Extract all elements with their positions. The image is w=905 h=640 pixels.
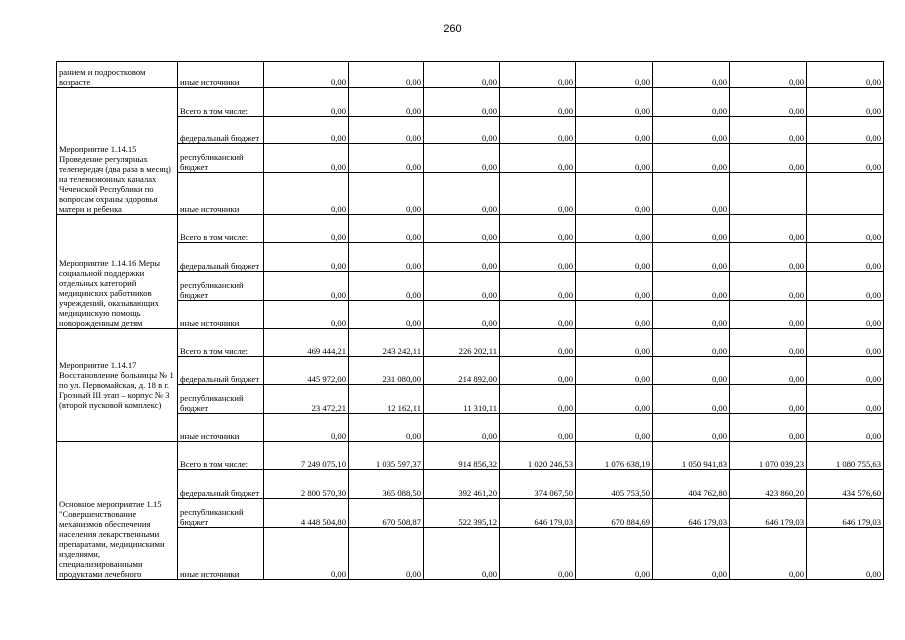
funding-source: республиканский бюджет xyxy=(178,272,264,301)
amount-cell: 0,00 xyxy=(424,117,500,144)
amount-cell: 0,00 xyxy=(576,385,653,414)
table-row xyxy=(57,499,884,528)
amount-cell: 0,00 xyxy=(730,385,807,414)
table-row xyxy=(57,414,884,442)
amount-cell: 0,00 xyxy=(424,62,500,88)
amount-cell: 2 800 570,30 xyxy=(264,470,349,499)
amount-cell: 0,00 xyxy=(807,301,884,329)
amount-cell: 392 461,20 xyxy=(424,470,500,499)
amount-cell: 0,00 xyxy=(500,528,576,580)
amount-cell: 0,00 xyxy=(500,144,576,173)
amount-cell: 0,00 xyxy=(264,173,349,215)
table-row xyxy=(57,144,884,173)
amount-cell: 0,00 xyxy=(730,528,807,580)
amount-cell: 0,00 xyxy=(576,62,653,88)
amount-cell: 0,00 xyxy=(730,414,807,442)
amount-cell: 0,00 xyxy=(653,414,730,442)
amount-cell: 0,00 xyxy=(730,329,807,357)
amount-cell: 0,00 xyxy=(807,215,884,243)
amount-cell: 0,00 xyxy=(807,88,884,117)
amount-cell: 0,00 xyxy=(500,414,576,442)
amount-cell: 0,00 xyxy=(424,144,500,173)
amount-cell: 231 080,00 xyxy=(349,357,424,385)
amount-cell: 0,00 xyxy=(500,215,576,243)
amount-cell: 646 179,03 xyxy=(807,499,884,528)
amount-cell: 0,00 xyxy=(576,215,653,243)
amount-cell: 0,00 xyxy=(349,414,424,442)
amount-cell: 0,00 xyxy=(807,414,884,442)
table-row xyxy=(57,470,884,499)
funding-source: Всего в том числе: xyxy=(178,329,264,357)
amount-cell: 0,00 xyxy=(264,88,349,117)
amount-cell: 646 179,03 xyxy=(653,499,730,528)
amount-cell: 0,00 xyxy=(653,144,730,173)
amount-cell: 0,00 xyxy=(424,173,500,215)
funding-source: Всего в том числе: xyxy=(178,88,264,117)
amount-cell: 0,00 xyxy=(653,215,730,243)
table-row xyxy=(57,528,884,580)
amount-cell: 0,00 xyxy=(349,173,424,215)
amount-cell: 374 067,50 xyxy=(500,470,576,499)
amount-cell: 0,00 xyxy=(349,117,424,144)
amount-cell: 0,00 xyxy=(349,62,424,88)
funding-source: иные источники xyxy=(178,62,264,88)
amount-cell: 0,00 xyxy=(349,243,424,272)
amount-cell: 404 762,80 xyxy=(653,470,730,499)
table-row xyxy=(57,88,884,117)
measure-name: Основное мероприятие 1.15 "Совершенствование механизмов обеспечения населения лекарственными препаратами, медицинскими изделиями, специализированными продуктами лечебного xyxy=(57,442,178,580)
funding-source: федеральный бюджет xyxy=(178,470,264,499)
amount-cell: 0,00 xyxy=(424,301,500,329)
amount-cell: 0,00 xyxy=(349,215,424,243)
amount-cell: 646 179,03 xyxy=(500,499,576,528)
amount-cell: 0,00 xyxy=(653,243,730,272)
amount-cell: 0,00 xyxy=(730,117,807,144)
amount-cell: 0,00 xyxy=(500,385,576,414)
amount-cell: 0,00 xyxy=(500,62,576,88)
amount-cell: 0,00 xyxy=(500,243,576,272)
amount-cell: 0,00 xyxy=(424,88,500,117)
funding-source: иные источники xyxy=(178,301,264,329)
amount-cell: 0,00 xyxy=(730,243,807,272)
amount-cell: 1 050 941,83 xyxy=(653,442,730,470)
amount-cell: 423 860,20 xyxy=(730,470,807,499)
amount-cell: 4 448 504,80 xyxy=(264,499,349,528)
amount-cell: 0,00 xyxy=(500,173,576,215)
funding-source: республиканский бюджет xyxy=(178,499,264,528)
measure-name: ранием и подростковом возрасте xyxy=(57,62,178,88)
amount-cell: 0,00 xyxy=(807,144,884,173)
amount-cell: 0,00 xyxy=(576,357,653,385)
funding-source: иные источники xyxy=(178,173,264,215)
amount-cell: 0,00 xyxy=(653,272,730,301)
amount-cell: 243 242,11 xyxy=(349,329,424,357)
amount-cell: 670 508,87 xyxy=(349,499,424,528)
amount-cell: 0,00 xyxy=(576,144,653,173)
amount-cell: 0,00 xyxy=(424,528,500,580)
amount-cell: 0,00 xyxy=(349,144,424,173)
table-row xyxy=(57,272,884,301)
amount-cell: 0,00 xyxy=(730,62,807,88)
amount-cell: 469 444,21 xyxy=(264,329,349,357)
amount-cell: 0,00 xyxy=(807,243,884,272)
amount-cell: 0,00 xyxy=(349,88,424,117)
amount-cell: 0,00 xyxy=(264,215,349,243)
amount-cell xyxy=(807,173,884,215)
amount-cell: 0,00 xyxy=(576,117,653,144)
amount-cell: 0,00 xyxy=(807,329,884,357)
amount-cell: 365 088,50 xyxy=(349,470,424,499)
amount-cell: 0,00 xyxy=(807,528,884,580)
amount-cell: 522 395,12 xyxy=(424,499,500,528)
amount-cell: 12 162,11 xyxy=(349,385,424,414)
page-number: 260 xyxy=(443,23,462,35)
amount-cell: 0,00 xyxy=(653,301,730,329)
amount-cell: 0,00 xyxy=(653,329,730,357)
table-row xyxy=(57,301,884,329)
amount-cell: 0,00 xyxy=(576,272,653,301)
amount-cell: 914 856,32 xyxy=(424,442,500,470)
amount-cell: 214 892,00 xyxy=(424,357,500,385)
amount-cell: 0,00 xyxy=(500,301,576,329)
funding-source: иные источники xyxy=(178,528,264,580)
amount-cell: 0,00 xyxy=(264,301,349,329)
amount-cell: 0,00 xyxy=(730,88,807,117)
budget-table xyxy=(56,61,884,580)
table-row xyxy=(57,117,884,144)
amount-cell: 0,00 xyxy=(576,528,653,580)
table-row xyxy=(57,215,884,243)
amount-cell: 405 753,50 xyxy=(576,470,653,499)
table-row xyxy=(57,357,884,385)
amount-cell: 0,00 xyxy=(807,62,884,88)
amount-cell: 0,00 xyxy=(424,414,500,442)
amount-cell: 1 070 039,23 xyxy=(730,442,807,470)
amount-cell: 0,00 xyxy=(424,272,500,301)
measure-name: Мероприятие 1.14.16 Меры социальной поддержки отдельных категорий медицинских работников учреждений, оказывающих медицинскую помощь новорожденным детям xyxy=(57,215,178,329)
amount-cell: 0,00 xyxy=(576,301,653,329)
amount-cell: 0,00 xyxy=(264,117,349,144)
amount-cell: 0,00 xyxy=(576,243,653,272)
amount-cell: 0,00 xyxy=(576,329,653,357)
amount-cell: 0,00 xyxy=(349,272,424,301)
funding-source: Всего в том числе: xyxy=(178,215,264,243)
amount-cell: 1 035 597,37 xyxy=(349,442,424,470)
measure-name: Мероприятие 1.14.17 Восстановление больницы № 1 по ул. Первомайская, д. 18 в г. Грозный III этап – корпус № 3 (второй пусковой комплекс) xyxy=(57,329,178,442)
amount-cell: 0,00 xyxy=(730,301,807,329)
funding-source: федеральный бюджет xyxy=(178,357,264,385)
amount-cell: 0,00 xyxy=(807,272,884,301)
amount-cell: 0,00 xyxy=(653,528,730,580)
funding-source: республиканский бюджет xyxy=(178,385,264,414)
amount-cell: 0,00 xyxy=(730,272,807,301)
table-row xyxy=(57,173,884,215)
amount-cell: 1 080 755,63 xyxy=(807,442,884,470)
funding-source: федеральный бюджет xyxy=(178,117,264,144)
funding-source: Всего в том числе: xyxy=(178,442,264,470)
amount-cell: 0,00 xyxy=(264,528,349,580)
amount-cell: 0,00 xyxy=(264,243,349,272)
amount-cell: 0,00 xyxy=(653,357,730,385)
amount-cell: 0,00 xyxy=(500,357,576,385)
amount-cell: 226 202,11 xyxy=(424,329,500,357)
funding-source: иные источники xyxy=(178,414,264,442)
amount-cell: 0,00 xyxy=(576,173,653,215)
amount-cell: 646 179,03 xyxy=(730,499,807,528)
amount-cell: 445 972,00 xyxy=(264,357,349,385)
amount-cell: 670 884,69 xyxy=(576,499,653,528)
amount-cell: 0,00 xyxy=(500,88,576,117)
funding-source: федеральный бюджет xyxy=(178,243,264,272)
amount-cell: 0,00 xyxy=(264,414,349,442)
amount-cell: 0,00 xyxy=(264,272,349,301)
amount-cell: 0,00 xyxy=(653,173,730,215)
amount-cell xyxy=(730,173,807,215)
amount-cell: 0,00 xyxy=(264,62,349,88)
amount-cell: 0,00 xyxy=(576,88,653,117)
amount-cell: 0,00 xyxy=(576,414,653,442)
table-row xyxy=(57,385,884,414)
table-row xyxy=(57,243,884,272)
amount-cell: 7 249 075,10 xyxy=(264,442,349,470)
amount-cell: 0,00 xyxy=(424,215,500,243)
amount-cell: 0,00 xyxy=(653,88,730,117)
amount-cell: 0,00 xyxy=(807,357,884,385)
amount-cell: 0,00 xyxy=(424,243,500,272)
table-row xyxy=(57,329,884,357)
amount-cell: 0,00 xyxy=(807,117,884,144)
amount-cell: 0,00 xyxy=(730,215,807,243)
amount-cell: 0,00 xyxy=(653,117,730,144)
amount-cell: 1 020 246,53 xyxy=(500,442,576,470)
amount-cell: 0,00 xyxy=(500,329,576,357)
amount-cell: 0,00 xyxy=(500,117,576,144)
amount-cell: 0,00 xyxy=(349,301,424,329)
amount-cell: 0,00 xyxy=(264,144,349,173)
amount-cell: 0,00 xyxy=(500,272,576,301)
table-row xyxy=(57,62,884,88)
amount-cell: 23 472,21 xyxy=(264,385,349,414)
amount-cell: 0,00 xyxy=(653,62,730,88)
measure-name: Мероприятие 1.14.15 Проведение регулярных телепередач (два раза в месяц) на телевизионных каналах Чеченской Республики по вопросам охраны здоровья матери и ребенка xyxy=(57,88,178,215)
amount-cell: 0,00 xyxy=(730,144,807,173)
amount-cell: 0,00 xyxy=(653,385,730,414)
amount-cell: 0,00 xyxy=(349,528,424,580)
amount-cell: 0,00 xyxy=(807,385,884,414)
amount-cell: 11 310,11 xyxy=(424,385,500,414)
table-row xyxy=(57,442,884,470)
amount-cell: 434 576,60 xyxy=(807,470,884,499)
amount-cell: 0,00 xyxy=(730,357,807,385)
funding-source: республиканский бюджет xyxy=(178,144,264,173)
amount-cell: 1 076 638,19 xyxy=(576,442,653,470)
